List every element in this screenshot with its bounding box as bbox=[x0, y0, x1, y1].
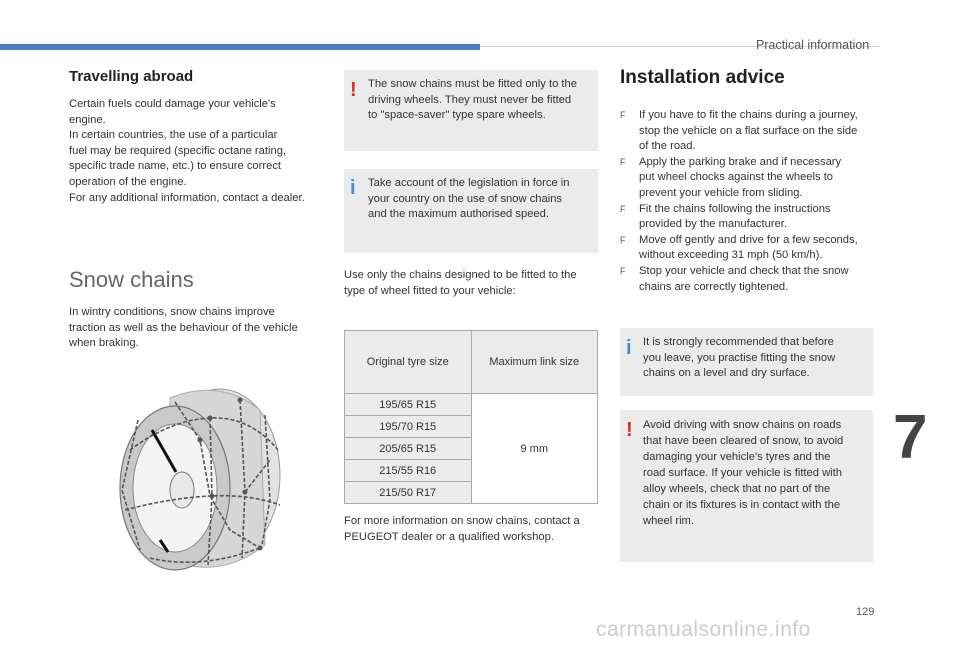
bullet-icon: F bbox=[620, 203, 626, 214]
snow-chains-text: In wintry conditions, snow chains improve traction as well as the behaviour of the vehicle when braking. bbox=[69, 306, 298, 350]
list-item: F Move off gently and drive for a few seconds, without exceeding 31 mph (50 km/h). bbox=[620, 233, 858, 262]
watermark-text: carmanualsonline.info bbox=[596, 618, 811, 641]
bullet-icon: F bbox=[620, 156, 626, 167]
installation-advice-heading: Installation advice bbox=[620, 67, 785, 88]
list-item: F If you have to fit the chains during a journey, stop the vehicle on a flat surface on the side of the road. bbox=[620, 109, 858, 153]
warning-box-spare-wheel bbox=[344, 70, 598, 151]
info-box-practise bbox=[620, 328, 873, 396]
bullet-icon: F bbox=[620, 110, 626, 120]
tyre-size-cell: 215/50 R17 bbox=[345, 482, 472, 504]
tyre-size-cell: 195/65 R15 bbox=[345, 394, 472, 416]
header-accent-bar bbox=[0, 44, 480, 50]
warning-text-spare-wheel: The snow chains must be fitted only to the driving wheels. They must never be fitted to "space-saver" type spare wheels. bbox=[368, 78, 577, 122]
page-number: 129 bbox=[856, 606, 875, 618]
more-info-text: For more information on snow chains, contact a PEUGEOT dealer or a qualified workshop. bbox=[344, 515, 580, 543]
warning-box-cleared-roads bbox=[620, 410, 873, 562]
link-size-cell: 9 mm bbox=[471, 394, 598, 504]
chapter-number: 7 bbox=[893, 403, 928, 472]
info-icon: i bbox=[350, 177, 356, 199]
table-header-tyre-size: Original tyre size bbox=[345, 331, 472, 394]
snow-chain-wheel-illustration bbox=[110, 380, 285, 575]
section-title: Practical information bbox=[756, 38, 870, 52]
warning-text-cleared-roads: Avoid driving with snow chains on roads that have been cleared of snow, to avoid damaging your vehicle's tyres and the road surface. If your vehicle is fitted with alloy wheels, check that no part of the chain or its fixtures is in contact with the wheel rim. bbox=[643, 419, 844, 527]
list-item: F Stop your vehicle and check that the snow chains are correctly tightened. bbox=[620, 264, 849, 293]
bullet-icon: F bbox=[620, 234, 626, 245]
info-box-legislation bbox=[344, 169, 598, 253]
list-item: F Fit the chains following the instructions provided by the manufacturer. bbox=[620, 202, 831, 231]
warning-icon: ! bbox=[350, 79, 357, 101]
warning-icon: ! bbox=[626, 419, 633, 441]
table-row bbox=[345, 394, 598, 416]
tyre-chain-table bbox=[344, 330, 598, 504]
tyre-size-cell: 205/65 R15 bbox=[345, 438, 472, 460]
list-item: F Apply the parking brake and if necessary put wheel chocks against the wheels to prevent your vehicle from sliding. bbox=[620, 155, 842, 199]
info-text-legislation: Take account of the legislation in force in your country on the use of snow chains and the maximum authorised speed. bbox=[368, 177, 570, 221]
travelling-abroad-heading: Travelling abroad bbox=[69, 68, 194, 85]
use-only-text: Use only the chains designed to be fitted to the type of wheel fitted to your vehicle: bbox=[344, 269, 577, 297]
snow-chains-heading: Snow chains bbox=[69, 267, 194, 292]
bullet-icon: F bbox=[620, 265, 626, 276]
info-text-practise: It is strongly recommended that before you leave, you practise fitting the snow chains on a level and dry surface. bbox=[643, 336, 836, 380]
travelling-abroad-text: Certain fuels could damage your vehicle's engine. In certain countries, the use of a particular fuel may be required (specific octane rating, specific trade name, etc.) to ensure correct operation of the engine. For any additional information, contact a dealer. bbox=[69, 98, 305, 204]
table-header-link-size: Maximum link size bbox=[471, 331, 598, 394]
tyre-size-cell: 215/55 R16 bbox=[345, 460, 472, 482]
tyre-size-cell: 195/70 R15 bbox=[345, 416, 472, 438]
table-header-row bbox=[345, 331, 598, 394]
info-icon: i bbox=[626, 337, 632, 359]
installation-steps-list bbox=[620, 108, 880, 295]
